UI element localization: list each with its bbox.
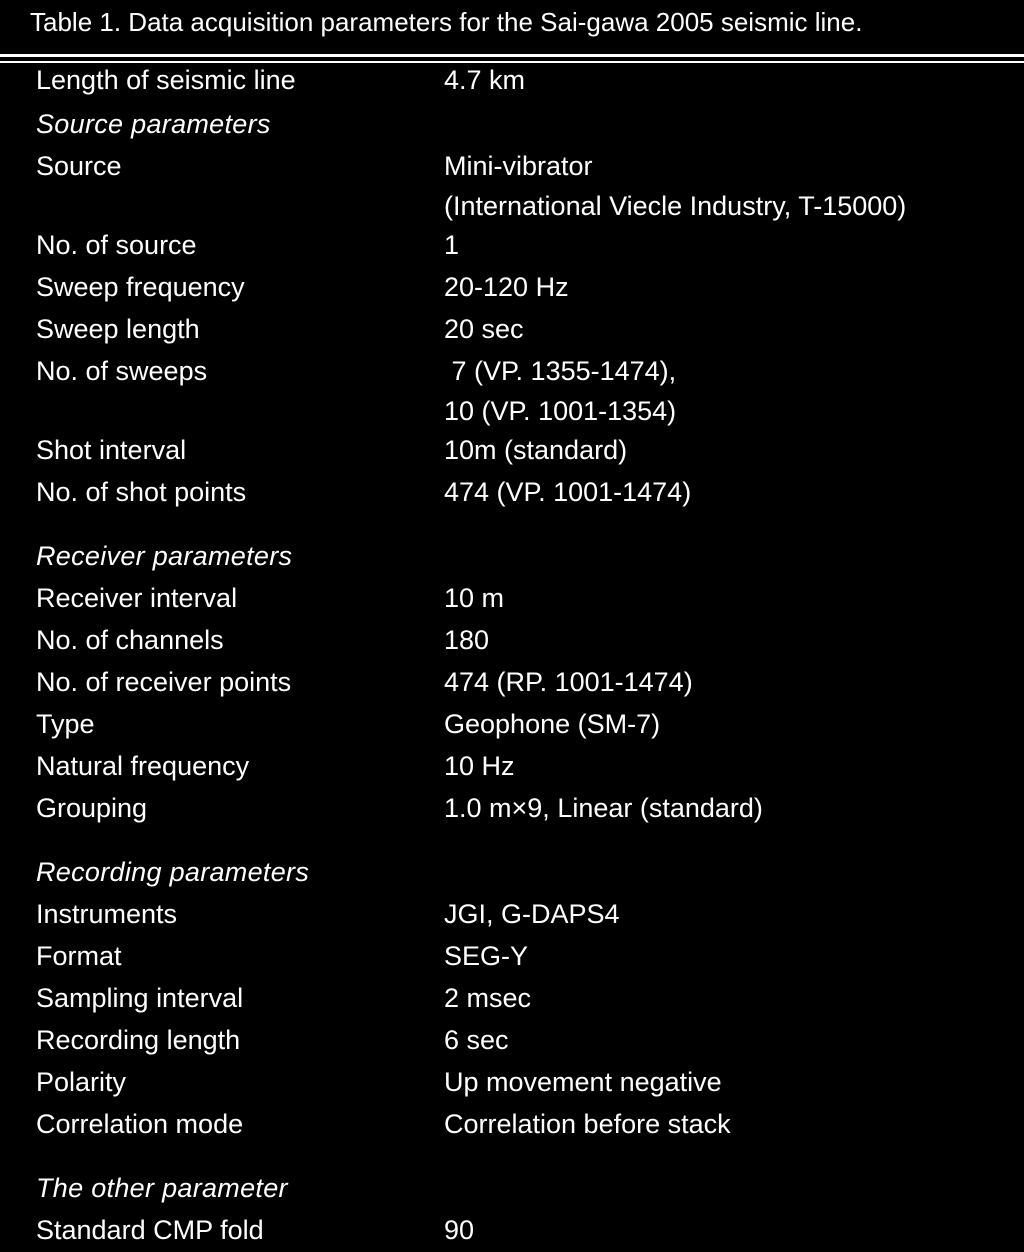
parameter-value: 1 bbox=[444, 230, 460, 260]
parameter-value: 474 (VP. 1001-1474) bbox=[444, 477, 692, 507]
parameter-value: 4.7 km bbox=[444, 65, 526, 95]
section-heading-row bbox=[0, 852, 1024, 892]
parameter-row bbox=[0, 309, 1024, 349]
parameter-label: Correlation mode bbox=[36, 1109, 244, 1139]
parameter-label: Sweep frequency bbox=[36, 272, 245, 302]
parameter-row bbox=[0, 146, 1024, 186]
parameter-value: Geophone (SM-7) bbox=[444, 709, 661, 739]
parameter-row bbox=[0, 978, 1024, 1018]
parameter-label: Format bbox=[36, 941, 122, 971]
parameter-label: Source bbox=[36, 151, 122, 181]
parameter-row bbox=[0, 936, 1024, 976]
parameter-value: 474 (RP. 1001-1474) bbox=[444, 667, 693, 697]
parameter-row bbox=[0, 704, 1024, 744]
parameter-label: No. of sweeps bbox=[36, 356, 208, 386]
parameter-value: 6 sec bbox=[444, 1025, 509, 1055]
parameter-value: 2 msec bbox=[444, 983, 532, 1013]
table-caption: Table 1. Data acquisition parameters for the Sai-gawa 2005 seismic line. bbox=[30, 7, 863, 37]
parameter-row bbox=[0, 788, 1024, 828]
parameter-value: SEG-Y bbox=[444, 941, 529, 971]
parameter-label: No. of shot points bbox=[36, 477, 247, 507]
section-heading: Receiver parameters bbox=[36, 541, 293, 571]
parameter-row bbox=[0, 1020, 1024, 1060]
parameter-label: Recording length bbox=[36, 1025, 241, 1055]
parameter-value: Correlation before stack bbox=[444, 1109, 731, 1139]
parameter-value: Up movement negative bbox=[444, 1067, 722, 1097]
parameter-row bbox=[0, 225, 1024, 265]
parameter-label: Sweep length bbox=[36, 314, 200, 344]
section-heading-row bbox=[0, 1168, 1024, 1208]
parameter-label: Receiver interval bbox=[36, 583, 238, 613]
parameter-value: 20 sec bbox=[444, 314, 524, 344]
parameter-label: Instruments bbox=[36, 899, 178, 929]
parameter-value: 10 m bbox=[444, 583, 505, 613]
parameter-label: No. of receiver points bbox=[36, 667, 292, 697]
section-heading-row bbox=[0, 536, 1024, 576]
parameter-label: Standard CMP fold bbox=[36, 1215, 264, 1245]
parameter-label: Polarity bbox=[36, 1067, 127, 1097]
parameter-label: Grouping bbox=[36, 793, 148, 823]
parameter-value: Mini-vibrator bbox=[444, 151, 593, 181]
parameter-row bbox=[0, 620, 1024, 660]
parameter-row bbox=[0, 60, 1024, 100]
section-heading: The other parameter bbox=[36, 1173, 288, 1203]
parameter-value: 10 Hz bbox=[444, 751, 515, 781]
parameter-row bbox=[0, 1210, 1024, 1250]
parameter-value: 1.0 m×9, Linear (standard) bbox=[444, 793, 763, 823]
parameter-row bbox=[0, 578, 1024, 618]
parameter-row bbox=[0, 662, 1024, 702]
parameter-label: Type bbox=[36, 709, 95, 739]
parameter-row bbox=[0, 186, 1024, 226]
parameter-value: 90 bbox=[444, 1215, 475, 1245]
section-heading: Source parameters bbox=[36, 109, 271, 139]
parameter-row bbox=[0, 351, 1024, 391]
parameter-value: 7 (VP. 1355-1474), bbox=[444, 356, 677, 386]
parameter-row bbox=[0, 746, 1024, 786]
parameter-label: Length of seismic line bbox=[36, 65, 296, 95]
parameter-row bbox=[0, 267, 1024, 307]
parameter-row bbox=[0, 391, 1024, 431]
parameter-label: No. of channels bbox=[36, 625, 224, 655]
parameter-label: Shot interval bbox=[36, 435, 187, 465]
parameter-row bbox=[0, 894, 1024, 934]
parameter-value: (International Viecle Industry, T-15000) bbox=[444, 191, 907, 221]
parameter-value: 10m (standard) bbox=[444, 435, 628, 465]
parameter-value: 20-120 Hz bbox=[444, 272, 569, 302]
parameter-row bbox=[0, 1062, 1024, 1102]
section-heading: Recording parameters bbox=[36, 857, 310, 887]
parameter-label: Sampling interval bbox=[36, 983, 244, 1013]
section-heading-row bbox=[0, 104, 1024, 144]
parameter-value: 180 bbox=[444, 625, 490, 655]
parameter-label: No. of source bbox=[36, 230, 197, 260]
parameter-label: Natural frequency bbox=[36, 751, 250, 781]
parameter-value: JGI, G-DAPS4 bbox=[444, 899, 620, 929]
parameter-row bbox=[0, 472, 1024, 512]
parameter-value: 10 (VP. 1001-1354) bbox=[444, 396, 677, 426]
parameter-row bbox=[0, 430, 1024, 470]
parameter-row bbox=[0, 1104, 1024, 1144]
